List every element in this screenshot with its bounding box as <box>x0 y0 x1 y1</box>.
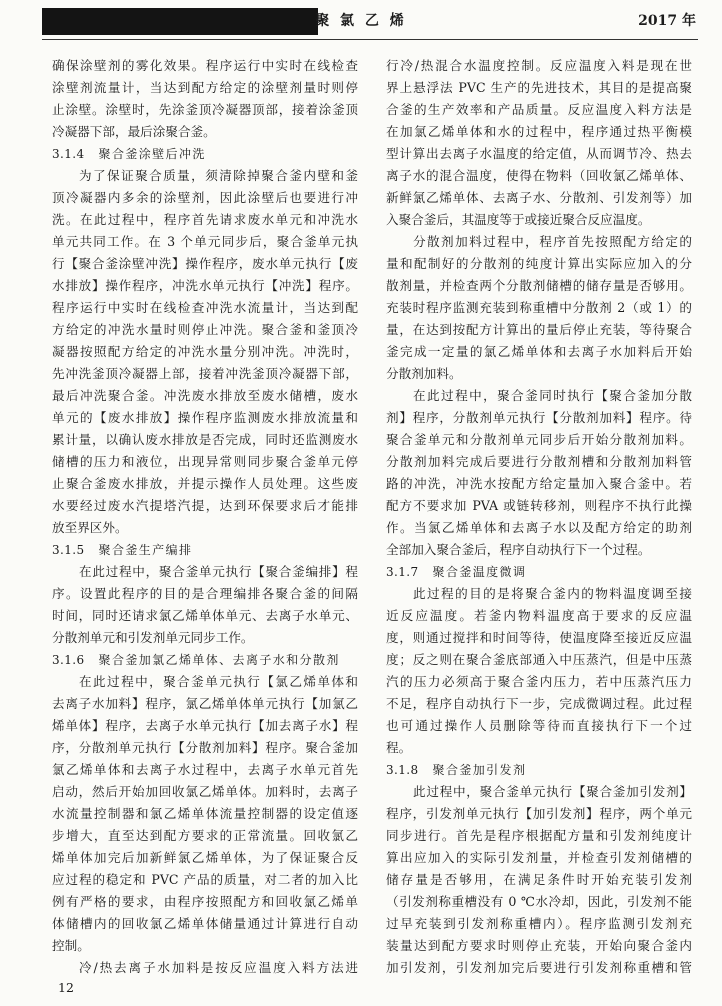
section-title: 聚合釜涂壁后冲洗 <box>98 147 206 161</box>
text-line: 止涂壁。涂壁时，先涂釜顶冷凝器顶部，接着涂釜顶 <box>52 102 358 117</box>
text-line: 烯单体加完后加新鲜氯乙烯单体，为了保证聚合反 <box>52 850 358 865</box>
text-line: 界上悬浮法 PVC 生产的先进技术，其目的是提高聚 <box>386 80 692 95</box>
paragraph <box>386 583 692 759</box>
paragraph <box>386 55 692 231</box>
text-line: 量和配制好的分散剂的纯度计算出实际应加入的分 <box>386 256 692 271</box>
text-line: 先冲洗釜顶冷凝器上部，接着冲洗釜顶冷凝器下部， <box>52 366 358 381</box>
text-line: 冷/热去离子水加料是按反应温度入料方法进 <box>79 960 358 975</box>
paragraph <box>386 781 692 979</box>
section-heading-3-1-5 <box>52 539 358 561</box>
text-line: 剂】程序，分散剂单元执行【分散剂加料】程序。待 <box>386 410 692 425</box>
text-line: 程序运行中实时在线检查冲洗水流量计，当达到配 <box>52 300 358 315</box>
text-line: 例有严格的要求，由程序按照配方和回收氯乙烯单 <box>52 894 358 909</box>
text-line: 合釜的生产效率和产品质量。反应温度入料方法是 <box>386 102 692 117</box>
text-line: 累计量，以确认废水排放是否完成，同时还监测废水 <box>52 432 358 447</box>
text-line: 也可通过操作人员删除等待而直接执行下一个过 <box>386 718 692 733</box>
paragraph <box>52 561 358 649</box>
section-title: 聚合釜生产编排 <box>98 543 193 557</box>
text-line: 序，分散剂单元执行【分散剂加料】程序。聚合釜加 <box>52 740 358 755</box>
text-line: 确保涂壁剂的雾化效果。程序运行中实时在线检查 <box>52 58 358 73</box>
text-line: 型计算出去离子水温度的给定值，从而调节冷、热去 <box>386 146 692 161</box>
text-line: 储槽的压力和液位，出现异常则同步聚合釜单元停 <box>52 454 358 469</box>
text-line: 单元的【废水排放】操作程序监测废水排放流量和 <box>52 410 358 425</box>
paragraph <box>52 957 358 979</box>
text-line: 储存量是否够用，在满足条件时开始充装引发剂 <box>386 872 692 887</box>
text-line: 釜完成一定量的氯乙烯单体和去离子水加料后开始 <box>386 344 692 359</box>
text-line: 过早充装到引发剂称重槽内）。程序监测引发剂充 <box>386 916 692 931</box>
journal-title: 聚 氯 乙 烯 <box>315 13 407 29</box>
section-number: 3.1.7 <box>386 565 419 579</box>
section-number: 3.1.8 <box>386 763 419 777</box>
text-line: 分散剂加料。 <box>386 366 462 381</box>
text-line: 聚合釜单元和分散剂单元同步后开始分散剂加料。 <box>386 432 692 447</box>
text-line: 度，则通过搅拌和时间等待，使温度降至接近反应温 <box>386 630 692 645</box>
text-line: 全部加入聚合釜后，程序自动执行下一个过程。 <box>386 542 651 557</box>
text-line: （引发剂称重槽没有 0 ℃水冷却，因此，引发剂不能 <box>386 894 692 909</box>
text-line: 行【聚合釜涂壁冲洗】操作程序，废水单元执行【废 <box>52 256 358 271</box>
text-line: 冷凝器下部，最后涂聚合釜。 <box>52 124 216 139</box>
section-heading-3-1-7 <box>386 561 692 583</box>
text-line: 放至界区外。 <box>52 520 128 535</box>
text-line: 在加氯乙烯单体和水的过程中，程序通过热平衡模 <box>386 124 692 139</box>
text-line: 行冷/热混合水温度控制。反应温度入料是现在世 <box>386 58 692 73</box>
text-line: 时间，同时还请求氯乙烯单体单元、去离子水单元、 <box>52 608 358 623</box>
paragraph <box>386 385 692 561</box>
text-line: 入聚合釜后，其温度等于或接近聚合反应温度。 <box>386 212 651 227</box>
text-line: 装量达到配方要求时则停止充装，开始向聚合釜内 <box>386 938 692 953</box>
page-number: 12 <box>58 980 74 995</box>
text-line: 此过程的目的是将聚合釜内的物料温度调至接 <box>413 586 692 601</box>
text-line: 分散剂加料完成后要进行分散剂槽和分散剂加料管 <box>386 454 692 469</box>
text-line: 水流量控制器和氯乙烯单体流量控制器的设定值逐 <box>52 806 358 821</box>
text-line: 作。当氯乙烯单体和去离子水以及配方给定的助剂 <box>386 520 692 535</box>
text-line: 氯乙烯单体和去离子水过程中，去离子水单元首先 <box>52 762 358 777</box>
header-rule <box>42 39 698 40</box>
text-line: 在此过程中，聚合釜同时执行【聚合釜加分散 <box>413 388 692 403</box>
text-line: 配方不要求加 PVA 或链转移剂，则程序不执行此操 <box>386 498 692 513</box>
text-line: 洗。在此过程中，程序首先请求废水单元和冲洗水 <box>52 212 358 227</box>
text-line: 分散剂单元和引发剂单元同步工作。 <box>52 630 254 645</box>
text-line: 新鲜氯乙烯单体、去离子水、分散剂、引发剂等）加 <box>386 190 692 205</box>
paragraph <box>386 231 692 385</box>
text-line: 烯单体】程序，去离子水单元执行【加去离子水】程 <box>52 718 358 733</box>
text-line: 此过程中，聚合釜单元执行【聚合釜加引发剂】 <box>413 784 692 799</box>
text-line: 充装时程序监测充装到称重槽中分散剂 2（或 1）的 <box>386 300 692 315</box>
text-line: 控制。 <box>52 938 90 953</box>
left-column <box>52 55 358 979</box>
text-line: 近反应温度。若釜内物料温度高于要求的反应温 <box>386 608 692 623</box>
text-line: 算出应加入的实际引发剂量，并检查引发剂储槽的 <box>386 850 692 865</box>
text-line: 路的冲洗，冲洗水按配方给定量加入聚合釜中。若 <box>386 476 692 491</box>
section-number: 3.1.5 <box>52 543 85 557</box>
section-number: 3.1.6 <box>52 653 85 667</box>
text-line: 汽的压力必须高于聚合釜内压力，若中压蒸汽压力 <box>386 674 692 689</box>
paragraph <box>52 55 358 143</box>
text-line: 散剂量，并检查两个分散剂储槽的储存量是否够用。 <box>386 278 692 293</box>
text-line: 水要经过废水汽提塔汽提，达到环保要求后才能排 <box>52 498 358 513</box>
right-column <box>386 55 692 979</box>
text-line: 涂壁剂流量计，当达到配方给定的涂壁剂量时则停 <box>52 80 358 95</box>
text-line: 去离子水加料】程序，氯乙烯单体单元执行【加氯乙 <box>52 696 358 711</box>
issue-year: 2017 年 <box>638 13 696 29</box>
text-line: 在此过程中，聚合釜单元执行【氯乙烯单体和 <box>79 674 358 689</box>
text-line: 应过程的稳定和 PVC 产品的质量，对二者的加入比 <box>52 872 358 887</box>
text-line: 水排放】操作程序，冲洗水单元执行【冲洗】程序。 <box>52 278 358 293</box>
text-line: 顶冷凝器内多余的涂壁剂，因此涂壁后也要进行冲 <box>52 190 358 205</box>
text-line: 度；反之则在聚合釜底部通入中压蒸汽，但是中压蒸 <box>386 652 692 667</box>
text-line: 在此过程中，聚合釜单元执行【聚合釜编排】程 <box>79 564 358 579</box>
section-heading-3-1-4 <box>52 143 358 165</box>
text-line: 止聚合釜废水排放，并提示操作人员处理。这些废 <box>52 476 358 491</box>
text-line: 加引发剂，引发剂加完后要进行引发剂称重槽和管 <box>386 960 692 975</box>
paragraph <box>52 671 358 957</box>
section-number: 3.1.4 <box>52 147 85 161</box>
text-line: 量，在达到按配方计算出的量后停止充装，等待聚合 <box>386 322 692 337</box>
text-line: 凝器按照配方给定的冲洗水量分别冲洗。冲洗时， <box>52 344 358 359</box>
text-line: 离子水的混合温度，使得在物料（回收氯乙烯单体、 <box>386 168 692 183</box>
text-line: 同步进行。首先是程序根据配方量和引发剂纯度计 <box>386 828 692 843</box>
text-line: 分散剂加料过程中，程序首先按照配方给定的 <box>413 234 692 249</box>
paragraph <box>52 165 358 539</box>
text-line: 序。设置此程序的目的是合理编排各聚合釜的间隔 <box>52 586 358 601</box>
text-line: 步增大，直至达到配方要求的正常流量。回收氯乙 <box>52 828 358 843</box>
text-line: 程序，引发剂单元执行【加引发剂】程序，两个单元 <box>386 806 692 821</box>
section-heading-3-1-6 <box>52 649 358 671</box>
text-line: 不足，程序自动执行下一步，完成微调过程。此过程 <box>386 696 692 711</box>
section-title: 聚合釜加引发剂 <box>432 763 527 777</box>
text-line: 体储槽内的回收氯乙烯单体储量通过计算进行自动 <box>52 916 358 931</box>
text-line: 最后冲洗聚合釜。冲洗废水排放至废水储槽，废水 <box>52 388 358 403</box>
section-title: 聚合釜加氯乙烯单体、去离子水和分散剂 <box>98 653 340 667</box>
text-line: 启动，然后开始加回收氯乙烯单体。加料时，去离子 <box>52 784 358 799</box>
section-heading-3-1-8 <box>386 759 692 781</box>
text-line: 为了保证聚合质量，须清除掉聚合釜内壁和釜 <box>79 168 358 183</box>
text-line: 程。 <box>386 740 412 755</box>
text-line: 方给定的冲洗水量时则停止冲洗。聚合釜和釜顶冷 <box>52 322 358 337</box>
text-line: 单元共同工作。在 3 个单元同步后，聚合釜单元执 <box>52 234 358 249</box>
section-title: 聚合釜温度微调 <box>432 565 527 579</box>
